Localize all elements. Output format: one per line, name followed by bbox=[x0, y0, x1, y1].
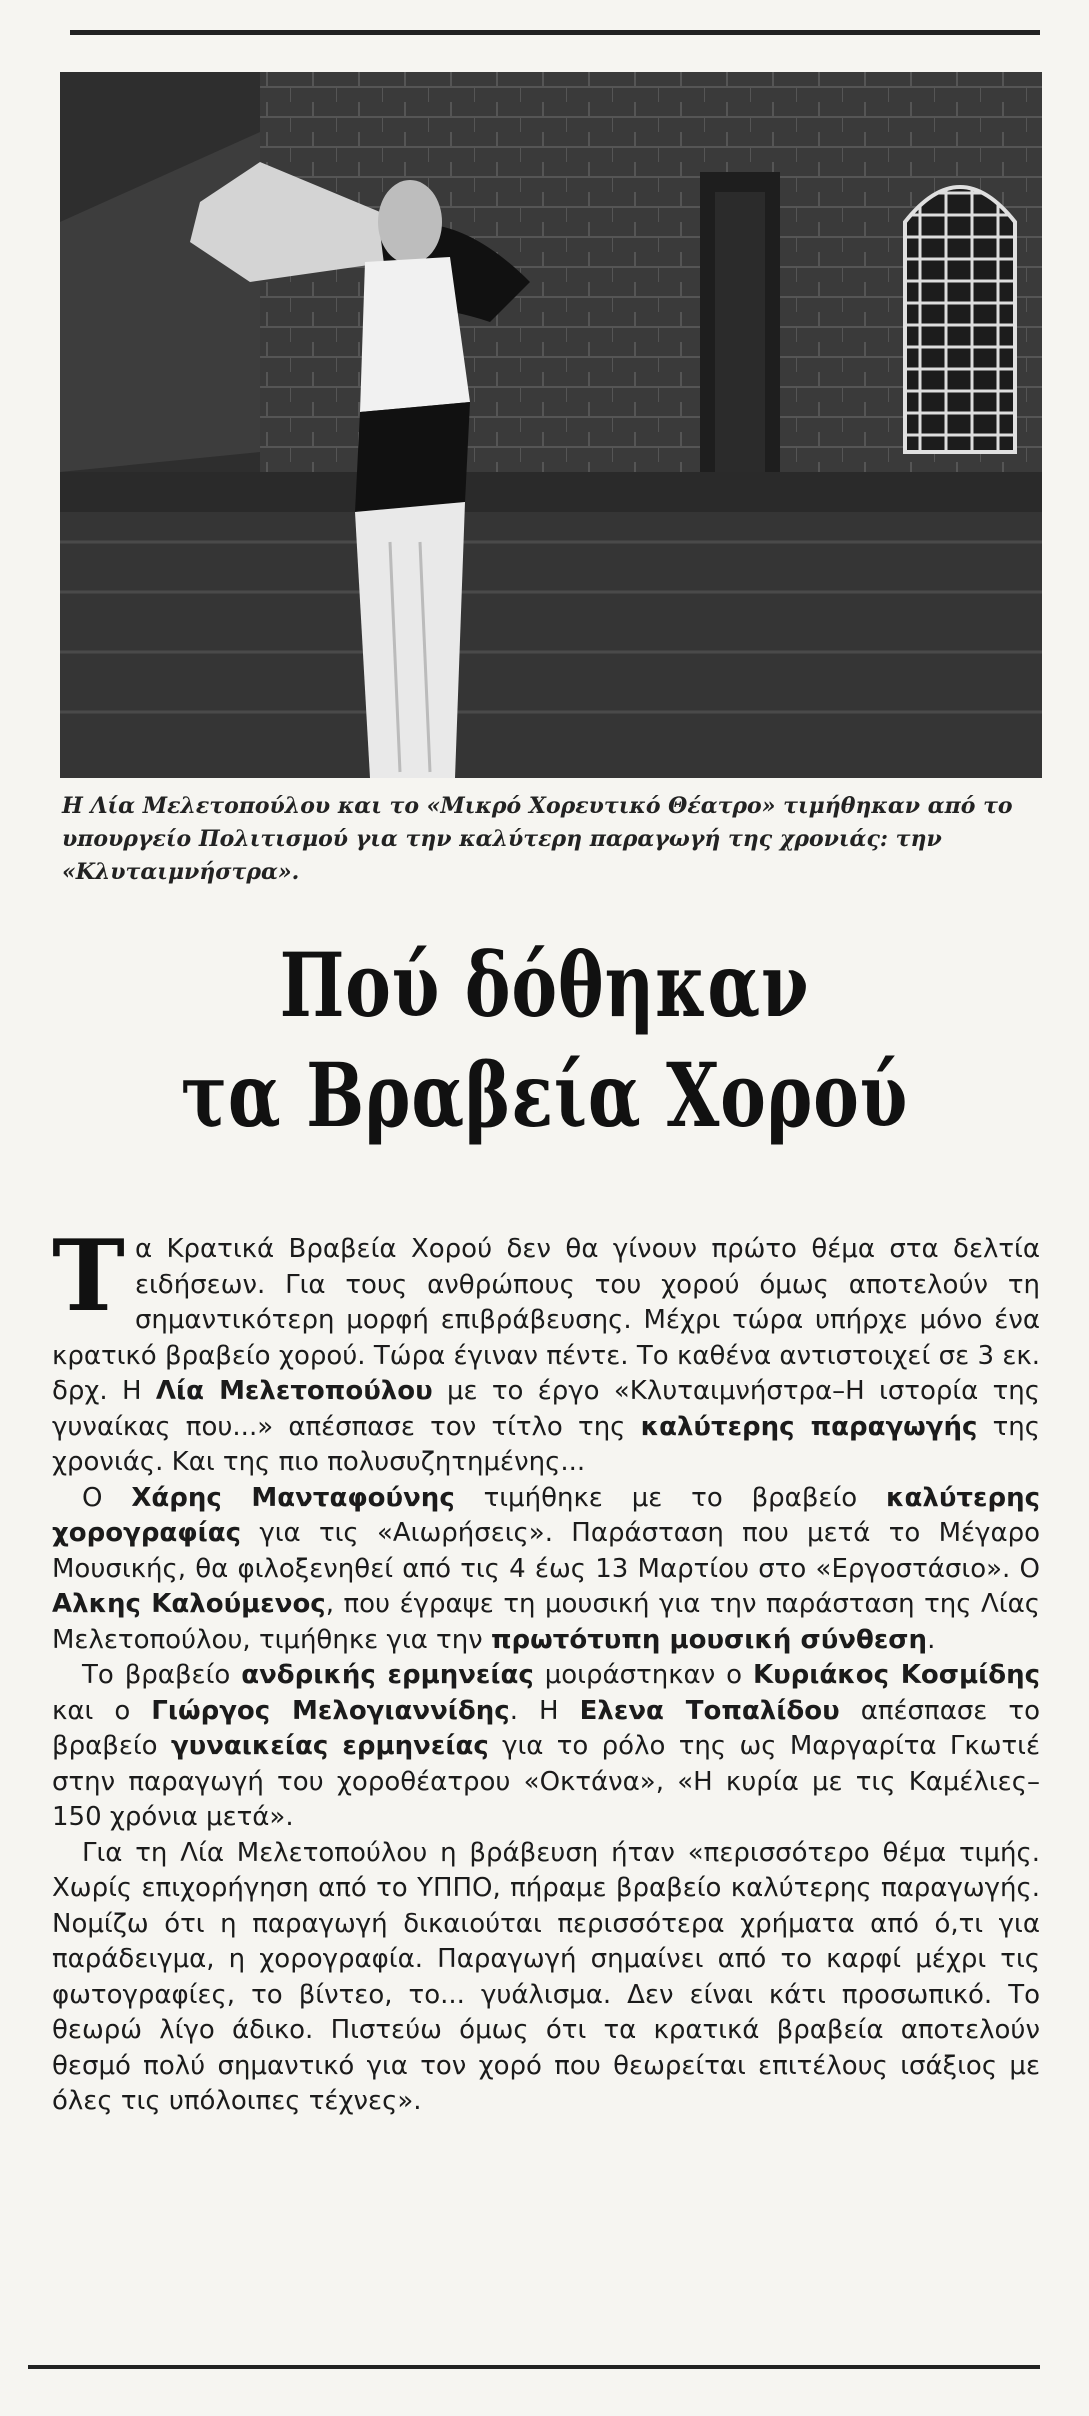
top-rule bbox=[70, 30, 1040, 35]
bold-text-run: Κυριάκος Κοσμίδης bbox=[752, 1660, 1041, 1690]
paragraph-4 bbox=[52, 1836, 1040, 2120]
text-run: απέσπασε το βραβείο bbox=[52, 1695, 1040, 1761]
bold-text-run: καλύτερης χορογραφίας bbox=[52, 1482, 1040, 1548]
paragraph-1 bbox=[52, 1219, 1041, 1481]
text-run: Για τη Λία Μελετοπούλου η βράβευση ήταν «περισσότερο θέμα τιμής. Χωρίς επιχορήγηση από το ΥΠΠΟ, πήραμε βραβείο καλύτερης παραγωγής. Νομίζω ότι η παραγωγή δικαιούται περισσότερα χρήματα από ό,τι για παράδειγμα, η χορογραφία. Παραγωγή σημαίνει από το καρφί μέχρι τις φωτογραφίες, το βίντεο, το... γυάλισμα. Δεν είναι κάτι προσωπικό. Το θεωρώ λίγο άδικο. Πιστεύω όμως ότι τα κρατικά βραβεία αποτελούν θεσμό πολύ σημαντικό για τον χορό που θεωρείται επιτέλους ισάξιος με όλες τις υπόλοιπες τέχνες». bbox=[52, 1837, 1040, 2116]
paragraph-3 bbox=[52, 1658, 1040, 1836]
headline-line-2: τα Βραβεία Χορού bbox=[180, 1043, 909, 1147]
bold-text-run: Ελενα Τοπαλίδου bbox=[579, 1695, 840, 1726]
bold-text-run: πρωτότυπη μουσική σύνθεση bbox=[490, 1624, 928, 1655]
text-run: Ο bbox=[82, 1482, 132, 1513]
text-run: α Κρατικά Βραβεία Χορού δεν θα γίνουν πρώτο θέμα στα δελτία ειδήσεων. Για τους ανθρώπους του χορού όμως αποτελούν τη σημαντικότερη μορφή επιβράβευσης. Μέχρι τώρα υπήρχε μόνο ένα κρατικό βραβείο χορού. Τώρα έγιναν πέντε. Το καθένα αντιστοιχεί σε 3 εκ. δρχ. Η bbox=[52, 1234, 1040, 1406]
bold-text-run: καλύτερης παραγωγής bbox=[640, 1411, 978, 1442]
text-run: , που έγραψε τη μουσική για την παράσταση της Λίας Μελετοπούλου, τιμήθηκε για την bbox=[52, 1589, 1040, 1655]
paragraph-1-text bbox=[52, 1219, 1041, 1477]
article-photo bbox=[60, 72, 1042, 778]
bold-text-run: γυναικείας ερμηνείας bbox=[170, 1731, 489, 1761]
text-run: με το έργο «Κλυταιμνήστρα–Η ιστορία της γυναίκας που...» απέσπασε τον τίτλο της bbox=[52, 1376, 1040, 1442]
text-run: . Η bbox=[509, 1695, 580, 1726]
text-run: μοιράστηκαν ο bbox=[533, 1660, 753, 1690]
text-run: για το ρόλο της ως Μαργαρίτα Γκωτιέ στην παραγωγή του χοροθέατρου «Οκτάνα», «Η κυρία με τις Καμέλιες–150 χρόνια μετά». bbox=[52, 1731, 1040, 1832]
bold-text-run: ανδρικής ερμηνείας bbox=[241, 1660, 534, 1690]
paragraph-2 bbox=[52, 1481, 1040, 1659]
bold-text-run: Λία Μελετοπούλου bbox=[155, 1376, 433, 1406]
text-run: . bbox=[927, 1624, 936, 1655]
text-run: τιμήθηκε με το βραβείο bbox=[454, 1482, 887, 1513]
bottom-rule bbox=[28, 2365, 1040, 2369]
bold-text-run: Χάρης Μανταφούνης bbox=[131, 1482, 455, 1513]
bold-text-run: Αλκης Καλούμενος bbox=[52, 1589, 326, 1619]
text-run: για τις «Αιωρήσεις». Παράσταση που μετά το Μέγαρο Μουσικής, θα φιλοξενηθεί από τις 4 έως 13 Μαρτίου στο «Εργοστάσιο». Ο bbox=[52, 1518, 1040, 1584]
bold-text-run: Γιώργος Μελογιαννίδης bbox=[151, 1695, 510, 1726]
text-run: και ο bbox=[52, 1695, 152, 1726]
article-body bbox=[52, 1219, 1041, 2120]
text-run: της χρονιάς. Και της πιο πολυσυζητημένης... bbox=[52, 1411, 1041, 1477]
headline-line-1: Πού δόθηκαν bbox=[279, 933, 810, 1037]
photo-caption: Η Λία Μελετοπούλου και το «Μικρό Χορευτικό Θέατρο» τιμήθηκαν από το υπουργείο Πολιτισμού για την καλύτερη παραγωγή της χρονιάς: την «Κλυταιμνήστρα». bbox=[62, 793, 1013, 885]
article-headline bbox=[0, 930, 1089, 1150]
text-run: Το βραβείο bbox=[82, 1660, 242, 1690]
drop-cap: Τ bbox=[52, 1219, 125, 1334]
